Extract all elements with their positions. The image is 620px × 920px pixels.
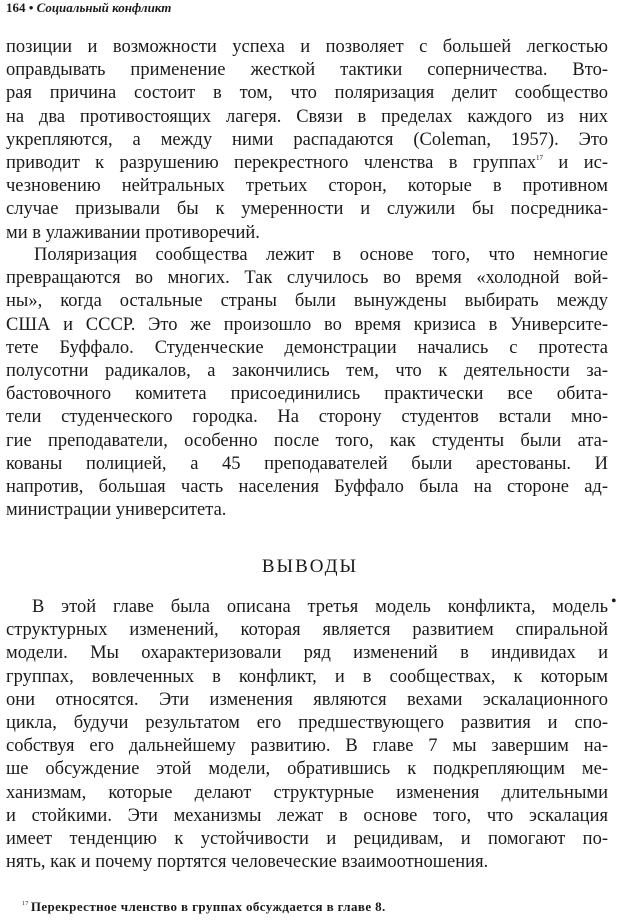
footnote-mark: 17	[22, 901, 29, 907]
text-line: ми в улаживании противоречий.	[6, 222, 260, 243]
text-line: В этой главе была описана третья модель конфликта, модель	[32, 597, 608, 617]
paragraph-3	[6, 596, 608, 874]
text-line: ше обсуждение этой модели, обратившись к подкрепляющим ме-	[6, 759, 608, 780]
text-segment: и ис-	[558, 152, 608, 173]
text-line: министрации университета.	[6, 500, 227, 521]
text-line: группах, вовлеченных в конфликт, и в сообществах, к которым	[6, 666, 608, 687]
text-line: Поляризация сообщества лежит в основе того, что немногие	[34, 245, 608, 265]
text-line: укрепляются, а между ними распадаются (Coleman, 1957). Это	[6, 129, 608, 150]
header-separator: •	[28, 0, 34, 15]
section-heading: ВЫВОДЫ	[261, 556, 359, 577]
text-line: случае призывали бы к умеренности и служили бы посредника-	[6, 199, 608, 220]
text-line: кованы полицией, а 45 преподавателей были арестованы. И	[6, 453, 608, 474]
text-line: превращаются во многих. Так случилось во время «холодной вой-	[6, 268, 608, 289]
margin-bullet: •	[611, 593, 617, 610]
footnote-reference: 17	[536, 153, 544, 162]
text-line: на два противостоящих лагеря. Связи в пределах каждого из них	[6, 106, 608, 127]
text-line: рая причина состоит в том, что поляризация делит сообщество	[6, 83, 608, 104]
text-line: имеет тенденцию к устойчивости и рецидивам, и помогают по-	[6, 828, 608, 849]
text-line: бастовочного комитета присоединились практически все обита-	[6, 384, 608, 405]
text-line	[6, 152, 608, 175]
footnote	[22, 899, 386, 915]
text-line: чезновению нейтральных третьих сторон, которые в противном	[6, 176, 608, 197]
text-line: ханизмам, которые делают структурные изменения длительными	[6, 782, 608, 803]
running-header	[6, 0, 171, 16]
paragraph-2	[6, 244, 608, 522]
text-line: оправдывать применение жесткой тактики соперничества. Вто-	[6, 60, 608, 81]
text-line: напротив, большая часть населения Буффало была на стороне ад-	[6, 476, 608, 497]
text-line: структурных изменений, которая является развитием спиральной	[6, 620, 608, 641]
text-segment: приводит к разрушению перекрестного членства в группах	[6, 152, 537, 173]
text-line: и стойкими. Эти механизмы лежат в основе того, что эскалация	[6, 805, 608, 826]
paragraph-1	[6, 36, 608, 245]
text-line: гие преподаватели, особенно после того, как студенты были ата-	[6, 430, 608, 451]
text-line: ны», когда остальные страны были вынуждены выбирать между	[6, 291, 608, 312]
running-title: Социальный конфликт	[36, 0, 172, 15]
text-line: они относятся. Эти изменения являются вехами эскалационного	[6, 689, 608, 710]
text-line: полусотни радикалов, а закончились тем, что к деятельности за-	[6, 360, 608, 381]
text-line: модели. Мы охарактеризовали ряд изменений в индивидах и	[6, 643, 608, 664]
text-line: собствуя его дальнейшему развитию. В главе 7 мы завершим на-	[6, 736, 608, 757]
text-line: нять, как и почему портятся человеческие взаимоотношения.	[6, 852, 489, 873]
text-line: позиции и возможности успеха и позволяет с большей легкостью	[6, 37, 608, 57]
text-line: тете Буффало. Студенческие демонстрации начались с протеста	[6, 337, 608, 358]
text-line: тели студенческого городка. На сторону студентов встали мно-	[6, 407, 608, 428]
footnote-text: Перекрестное членство в группах обсуждается в главе 8.	[30, 899, 386, 914]
page-number: 164	[6, 0, 26, 15]
text-line: США и СССР. Это же произошло во время кризиса в Университе-	[6, 314, 608, 335]
text-line: цикла, будучи результатом его предшествующего развития и спо-	[6, 712, 608, 733]
